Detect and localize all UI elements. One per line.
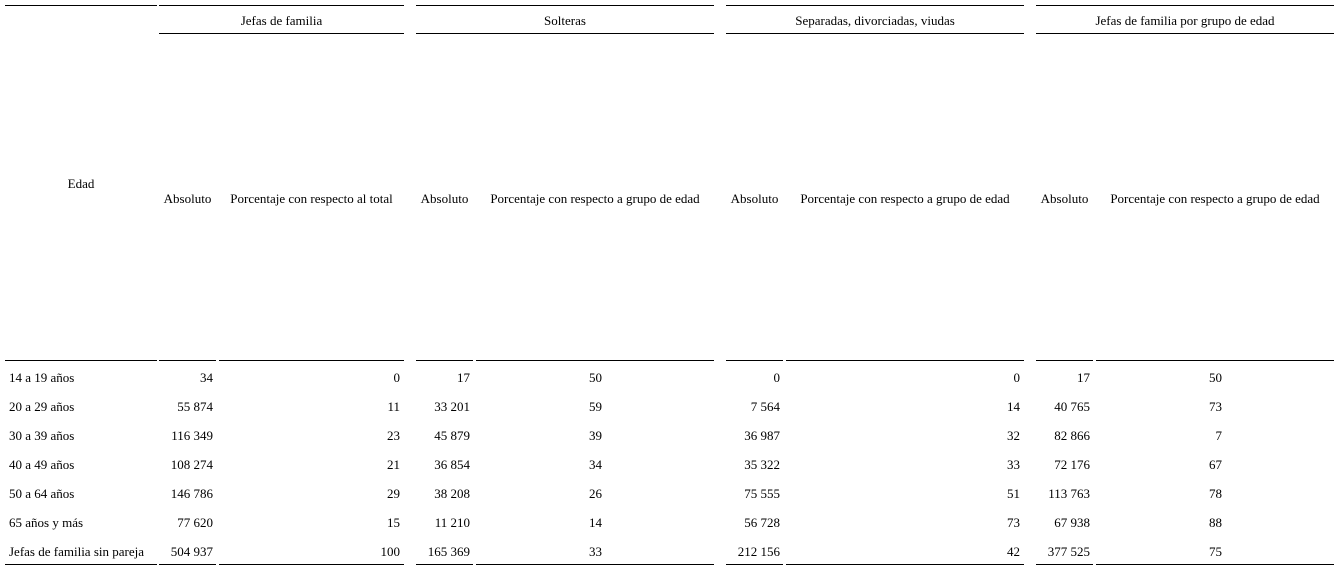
top-rule: [159, 5, 404, 6]
group-header-solteras: Solteras: [544, 13, 586, 28]
cell-jefas-absoluto: 504 937: [170, 544, 213, 559]
cell-edad: 65 años y más: [9, 515, 84, 530]
cell-grupo-absoluto: 67 938: [1054, 515, 1090, 530]
top-rule: [416, 5, 714, 6]
header-bottom-rule: [1096, 360, 1334, 361]
cell-solteras-porcentaje: 33: [589, 544, 602, 559]
cell-solteras-absoluto: 38 208: [434, 486, 470, 501]
group-header-rule: [159, 33, 404, 34]
group-header-rule: [726, 33, 1024, 34]
cell-grupo-absoluto: 113 763: [1048, 486, 1090, 501]
cell-separadas-porcentaje: 42: [1007, 544, 1020, 559]
cell-edad: Jefas de familia sin pareja: [9, 544, 144, 559]
cell-separadas-absoluto: 35 322: [744, 457, 780, 472]
cell-grupo-absoluto: 40 765: [1054, 399, 1090, 414]
column-header-edad: Edad: [67, 176, 95, 191]
subheader-absoluto: Absoluto: [163, 191, 212, 206]
table-bottom-rule: [416, 564, 473, 565]
cell-separadas-porcentaje: 32: [1007, 428, 1020, 443]
cell-separadas-absoluto: 212 156: [737, 544, 780, 559]
header-bottom-rule: [219, 360, 404, 361]
cell-grupo-porcentaje: 50: [1209, 370, 1222, 385]
cell-separadas-porcentaje: 0: [1013, 370, 1020, 385]
table-bottom-rule: [726, 564, 783, 565]
cell-solteras-absoluto: 36 854: [434, 457, 470, 472]
group-header-por-grupo-de-edad: Jefas de familia por grupo de edad: [1095, 13, 1275, 28]
header-bottom-rule: [726, 360, 783, 361]
cell-separadas-porcentaje: 73: [1007, 515, 1020, 530]
cell-edad: 50 a 64 años: [9, 486, 75, 501]
cell-jefas-absoluto: 34: [200, 370, 213, 385]
table-bottom-rule: [219, 564, 404, 565]
cell-separadas-absoluto: 56 728: [744, 515, 780, 530]
cell-solteras-porcentaje: 26: [589, 486, 602, 501]
cell-grupo-absoluto: 82 866: [1054, 428, 1090, 443]
cell-solteras-porcentaje: 59: [589, 399, 602, 414]
cell-solteras-porcentaje: 39: [589, 428, 602, 443]
cell-solteras-absoluto: 11 210: [434, 515, 470, 530]
cell-separadas-absoluto: 36 987: [744, 428, 780, 443]
subheader-porcentaje: Porcentaje con respecto a grupo de edad: [800, 191, 1010, 206]
cell-separadas-porcentaje: 33: [1007, 457, 1020, 472]
header-bottom-rule: [1036, 360, 1093, 361]
cell-solteras-absoluto: 45 879: [434, 428, 470, 443]
cell-jefas-porcentaje: 100: [380, 544, 400, 559]
subheader-absoluto: Absoluto: [730, 191, 779, 206]
cell-separadas-porcentaje: 14: [1007, 399, 1020, 414]
cell-separadas-porcentaje: 51: [1007, 486, 1020, 501]
cell-solteras-absoluto: 17: [457, 370, 470, 385]
cell-grupo-porcentaje: 73: [1209, 399, 1222, 414]
cell-jefas-absoluto: 55 874: [177, 399, 213, 414]
cell-jefas-porcentaje: 0: [393, 370, 400, 385]
cell-separadas-absoluto: 75 555: [744, 486, 780, 501]
cell-jefas-porcentaje: 15: [387, 515, 400, 530]
cell-grupo-porcentaje: 67: [1209, 457, 1222, 472]
subheader-porcentaje: Porcentaje con respecto al total: [230, 191, 393, 206]
cell-solteras-porcentaje: 34: [589, 457, 602, 472]
cell-grupo-porcentaje: 7: [1215, 428, 1222, 443]
table-bottom-rule: [476, 564, 714, 565]
cell-jefas-absoluto: 146 786: [170, 486, 213, 501]
header-bottom-rule: [416, 360, 473, 361]
group-header-jefas-de-familia: Jefas de familia: [240, 13, 323, 28]
group-header-rule: [1036, 33, 1334, 34]
table-bottom-rule: [1096, 564, 1334, 565]
table-bottom-rule: [786, 564, 1024, 565]
cell-jefas-absoluto: 77 620: [177, 515, 213, 530]
subheader-porcentaje: Porcentaje con respecto a grupo de edad: [490, 191, 700, 206]
cell-jefas-porcentaje: 11: [387, 399, 400, 414]
cell-grupo-absoluto: 377 525: [1047, 544, 1090, 559]
cell-solteras-absoluto: 33 201: [434, 399, 470, 414]
table-bottom-rule: [5, 564, 157, 565]
table-bottom-rule: [1036, 564, 1093, 565]
cell-grupo-porcentaje: 88: [1209, 515, 1222, 530]
cell-solteras-absoluto: 165 369: [427, 544, 470, 559]
cell-jefas-porcentaje: 29: [387, 486, 400, 501]
header-bottom-rule: [476, 360, 714, 361]
top-rule: [5, 5, 157, 6]
cell-grupo-porcentaje: 75: [1209, 544, 1222, 559]
header-bottom-rule: [786, 360, 1024, 361]
header-bottom-rule: [159, 360, 216, 361]
cell-grupo-absoluto: 17: [1077, 370, 1090, 385]
subheader-porcentaje: Porcentaje con respecto a grupo de edad: [1110, 191, 1320, 206]
cell-solteras-porcentaje: 50: [589, 370, 602, 385]
table-bottom-rule: [159, 564, 216, 565]
cell-edad: 20 a 29 años: [9, 399, 75, 414]
cell-jefas-absoluto: 108 274: [170, 457, 213, 472]
cell-jefas-absoluto: 116 349: [171, 428, 213, 443]
cell-jefas-porcentaje: 21: [387, 457, 400, 472]
group-header-rule: [416, 33, 714, 34]
cell-edad: 30 a 39 años: [9, 428, 75, 443]
cell-edad: 14 a 19 años: [9, 370, 75, 385]
cell-separadas-absoluto: 0: [773, 370, 780, 385]
subheader-absoluto: Absoluto: [420, 191, 469, 206]
top-rule: [1036, 5, 1334, 6]
header-bottom-rule: [5, 360, 157, 361]
top-rule: [726, 5, 1024, 6]
subheader-absoluto: Absoluto: [1040, 191, 1089, 206]
cell-jefas-porcentaje: 23: [387, 428, 400, 443]
cell-grupo-porcentaje: 78: [1209, 486, 1222, 501]
cell-separadas-absoluto: 7 564: [750, 399, 780, 414]
cell-edad: 40 a 49 años: [9, 457, 75, 472]
group-header-separadas: Separadas, divorciadas, viudas: [795, 13, 955, 28]
cell-grupo-absoluto: 72 176: [1054, 457, 1090, 472]
cell-solteras-porcentaje: 14: [589, 515, 602, 530]
